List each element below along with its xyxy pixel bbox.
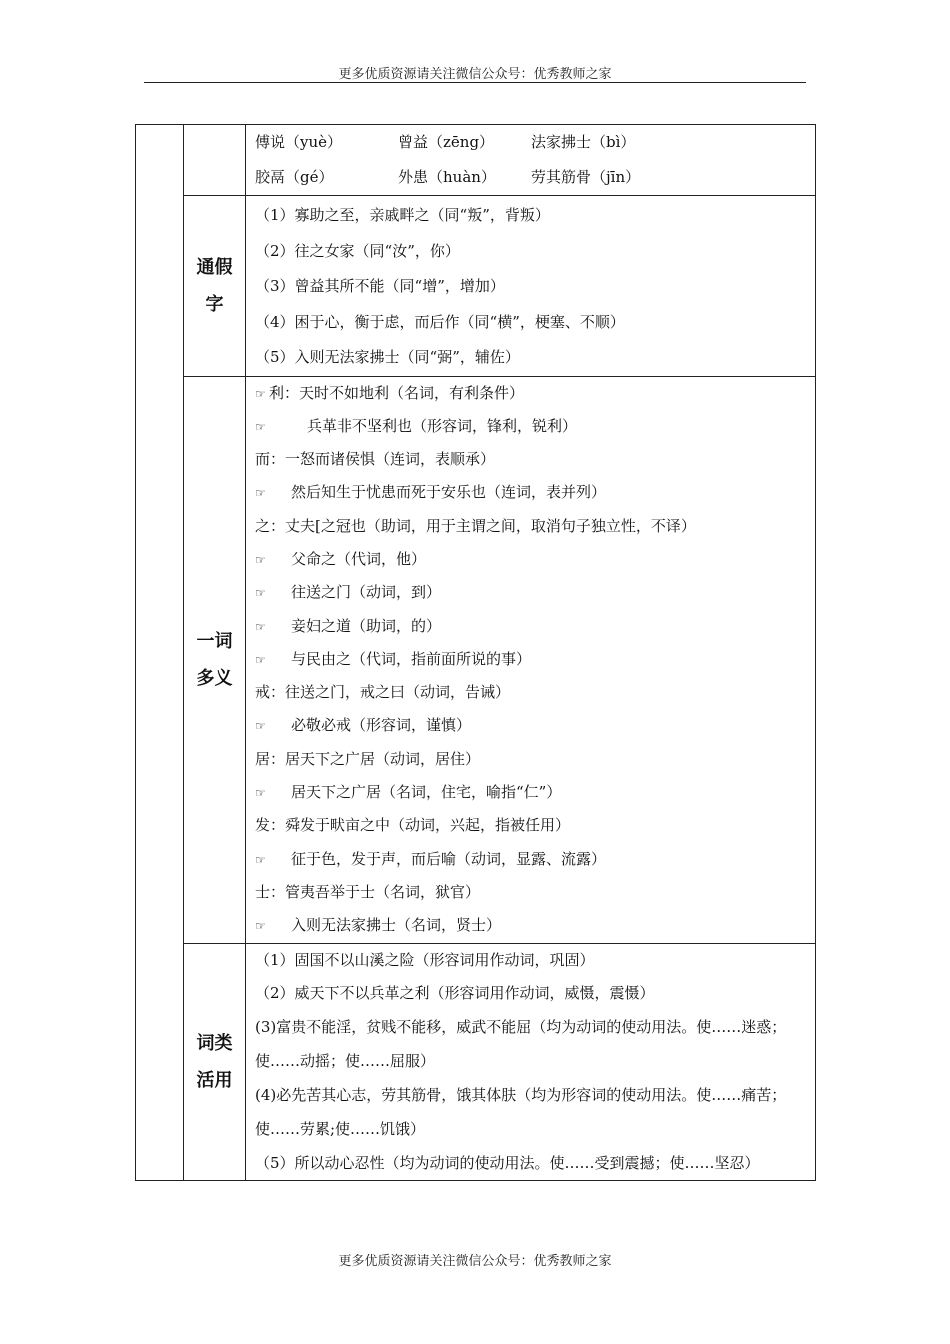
tongjiazi-row — [136, 196, 816, 377]
vocabulary-table — [135, 124, 816, 1181]
hand-pointer-icon: ☞ — [255, 419, 266, 434]
polysemy-line: ☞ 与民由之（代词，指前面所说的事） — [255, 643, 815, 676]
polysemy-line: ☞ 然后知生于忧患而死于安乐也（连词，表并列） — [255, 476, 815, 509]
cileihuoyong-row — [136, 943, 816, 1180]
yiciduoyi-content — [246, 376, 816, 943]
polysemy-line: ☞ 利：天时不如地利（名词，有利条件） — [255, 377, 815, 410]
pronunciation-item: 外患（huàn） — [398, 168, 496, 186]
tongjiazi-item: （5）入则无法家拂士（同“弼”，辅佐） — [255, 348, 520, 366]
cileihuoyong-content — [246, 943, 816, 1180]
polysemy-line: 发：舜发于畎亩之中（动词，兴起，指被任用） — [255, 816, 571, 835]
pronunciation-line — [255, 125, 815, 160]
conversion-item: (4)必先苦其心志，劳其筋骨，饿其体肤（均为形容词的使动用法。使……痛苦；使……劳累;使……饥饿） — [255, 1085, 787, 1138]
hand-pointer-icon: ☞ — [255, 786, 266, 801]
polysemy-line: 而：一怒而诸侯惧（连词，表顺承） — [255, 450, 496, 469]
polysemy-line: 居：居天下之广居（动词，居住） — [255, 749, 481, 768]
page-header: 更多优质资源请关注微信公众号：优秀教师之家 — [338, 67, 612, 82]
pronunciation-label-cell — [184, 125, 246, 196]
hand-pointer-icon: ☞ — [255, 919, 266, 934]
tongjiazi-item: （2）往之女家（同“汝”，你） — [255, 241, 460, 260]
polysemy-line: ☞ 居天下之广居（名词，住宅，喻指“仁”） — [255, 776, 815, 809]
pronunciation-item: 胶鬲（gé） — [255, 168, 334, 186]
polysemy-line: 戒：往送之门，戒之曰（动词，告诫） — [255, 683, 511, 702]
hand-pointer-icon: ☞ — [255, 552, 266, 567]
polysemy-line: ☞ 妾妇之道（助词，的） — [255, 610, 815, 643]
tongjiazi-item: （4）困于心，衡于虑，而后作（同“横”，梗塞、不顺） — [255, 312, 625, 331]
polysemy-line: 之：丈夫[之冠也（助词，用于主谓之间，取消句子独立性，不译） — [255, 516, 696, 535]
pronunciation-item: 法家拂士（bì） — [531, 133, 636, 151]
tongjiazi-item: （1）寡助之至，亲戚畔之（同“叛”，背叛） — [255, 206, 550, 224]
conversion-item: （2）威天下不以兵革之利（形容词用作动词，威慑，震慑） — [255, 983, 655, 1002]
polysemy-line: ☞ 往送之门（动词，到） — [255, 576, 815, 609]
polysemy-line: ☞ 必敬必戒（形容词，谨慎） — [255, 709, 815, 742]
polysemy-line: ☞ 父命之（代词，他） — [255, 543, 815, 576]
conversion-item: （1）固国不以山溪之险（形容词用作动词，巩固） — [255, 950, 595, 969]
page-footer: 更多优质资源请关注微信公众号：优秀教师之家 — [338, 1254, 612, 1269]
pronunciation-content — [246, 125, 816, 196]
hand-pointer-icon: ☞ — [255, 719, 266, 734]
hand-pointer-icon: ☞ — [255, 386, 266, 401]
polysemy-line: ☞ 兵革非不坚利也（形容词，锋利，锐利） — [255, 410, 815, 443]
conversion-item: （5）所以动心忍性（均为动词的使动用法。使……受到震撼；使……坚忍） — [255, 1153, 760, 1172]
hand-pointer-icon: ☞ — [255, 586, 266, 601]
hand-pointer-icon: ☞ — [255, 852, 266, 867]
pronunciation-line — [255, 160, 815, 195]
hand-pointer-icon: ☞ — [255, 486, 266, 501]
left-blank-column — [136, 125, 184, 1181]
hand-pointer-icon: ☞ — [255, 652, 266, 667]
tongjiazi-content — [246, 196, 816, 377]
hand-pointer-icon: ☞ — [255, 619, 266, 634]
conversion-item: (3)富贵不能淫，贫贱不能移，威武不能屈（均为动词的使动用法。使……迷惑；使……动摇；使……屈服） — [255, 1017, 787, 1070]
pronunciation-row — [136, 125, 816, 196]
polysemy-line: ☞ 入则无法家拂士（名词，贤士） — [255, 909, 815, 942]
tongjiazi-label: 通假 字 — [184, 196, 246, 377]
tongjiazi-item: （3）曾益其所不能（同“增”，增加） — [255, 277, 505, 295]
header-divider — [144, 82, 806, 83]
yiciduoyi-label: 一词 多义 — [184, 376, 246, 943]
polysemy-line: 士：管夷吾举于士（名词，狱官） — [255, 882, 481, 901]
pronunciation-item: 劳其筋骨（jīn） — [531, 168, 641, 186]
pronunciation-item: 曾益（zēng） — [398, 133, 495, 151]
cileihuoyong-label: 词类 活用 — [184, 943, 246, 1180]
yiciduoyi-row — [136, 376, 816, 943]
polysemy-line: ☞ 征于色，发于声，而后喻（动词，显露、流露） — [255, 843, 815, 876]
pronunciation-item: 傅说（yuè） — [255, 133, 343, 151]
